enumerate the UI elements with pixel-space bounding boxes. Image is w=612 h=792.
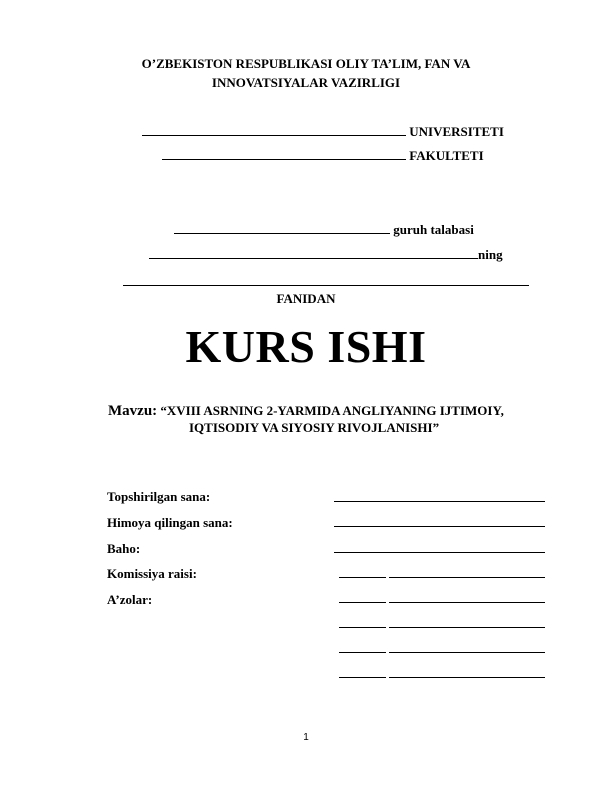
topic-text-line1: “XVIII ASRNING 2-YARMIDA ANGLIYANING IJTIMOIY, [160, 403, 504, 418]
member-signature-blank[interactable] [339, 602, 386, 603]
topic-label: Mavzu: [108, 403, 158, 419]
group-blank[interactable] [174, 221, 390, 234]
topic-text-line2: IQTISODIY VA SIYOSIY RIVOJLANISHI” [189, 420, 440, 435]
grade-label: Baho: [107, 541, 141, 556]
university-line [142, 123, 504, 140]
group-line [174, 221, 474, 238]
group-label: guruh talabasi [393, 222, 474, 237]
commission-chair-name-blank[interactable] [389, 577, 545, 578]
ministry-name-line1: O’ZBEKISTON RESPUBLIKASI OLIY TA’LIM, FAN VA [141, 56, 471, 71]
member-signature-blank[interactable] [339, 627, 386, 628]
submitted-date-blank[interactable] [334, 501, 545, 502]
university-label: UNIVERSITETI [409, 124, 504, 139]
member-name-blank[interactable] [389, 602, 545, 603]
page-number: 1 [303, 732, 309, 743]
university-blank[interactable] [142, 123, 406, 136]
faculty-line [162, 147, 484, 164]
grade-blank[interactable] [334, 552, 545, 553]
defense-date-blank[interactable] [334, 526, 545, 527]
member-signature-blank[interactable] [339, 652, 386, 653]
subject-blank[interactable] [123, 285, 529, 286]
commission-chair-label: Komissiya raisi: [107, 566, 197, 581]
possessive-suffix: ning [478, 247, 503, 262]
faculty-label: FAKULTETI [409, 148, 484, 163]
member-name-blank[interactable] [389, 677, 545, 678]
ministry-name-line2: INNOVATSIYALAR VAZIRLIGI [211, 75, 401, 90]
student-name-line [149, 246, 503, 263]
commission-chair-signature-blank[interactable] [339, 577, 386, 578]
member-signature-blank[interactable] [339, 677, 386, 678]
faculty-blank[interactable] [162, 147, 406, 160]
members-label: A’zolar: [107, 592, 153, 607]
defense-date-label: Himoya qilingan sana: [107, 515, 233, 530]
member-name-blank[interactable] [389, 627, 545, 628]
subject-label: FANIDAN [276, 291, 336, 306]
member-name-blank[interactable] [389, 652, 545, 653]
page-title: KURS ISHI [185, 321, 427, 372]
student-name-blank[interactable] [149, 246, 478, 259]
submitted-date-label: Topshirilgan sana: [107, 489, 211, 504]
